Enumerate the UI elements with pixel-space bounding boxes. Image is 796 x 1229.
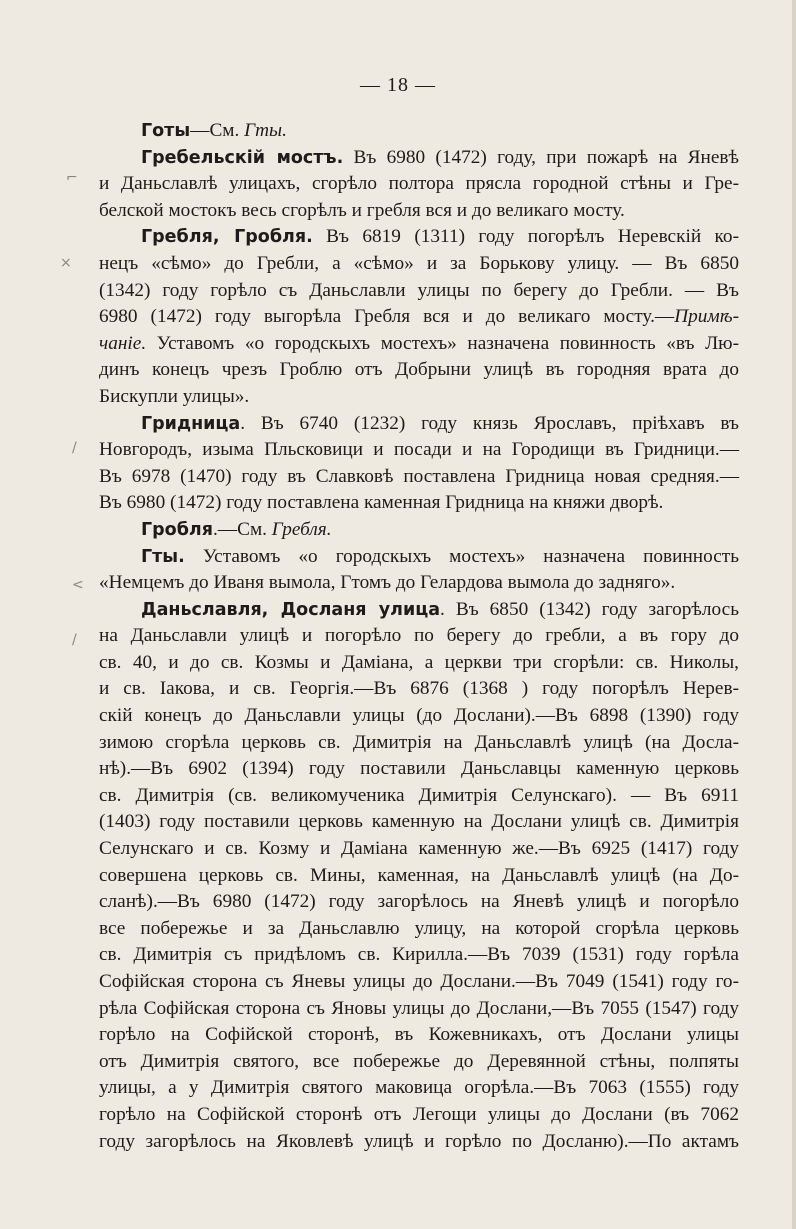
text-line [99, 224, 739, 251]
text-line [99, 889, 739, 916]
line-text: горѣло на Софійской сторонѣ отъ Легощи улицы до Дослани (въ 7062 [99, 1103, 739, 1125]
line-text: —См. [190, 120, 245, 141]
text-line [99, 331, 739, 358]
italic-text: Гты. [244, 120, 287, 141]
text-line [99, 171, 739, 198]
line-text: нецъ «сѣмо» до Гребли, а «сѣмо» и за Борькову улицу. — Въ 6850 [99, 252, 739, 274]
margin-pencil-mark: < [72, 577, 84, 593]
text-line [99, 198, 739, 225]
line-text: Софійская сторона съ Яневы улицы до Дослани.—Въ 7049 (1541) году го- [99, 971, 739, 992]
text-line [99, 1049, 739, 1076]
text-line [99, 703, 739, 730]
text-line [99, 996, 739, 1023]
text-line [99, 357, 739, 384]
text-line [99, 145, 739, 172]
text-line [99, 544, 739, 571]
line-text: скій конецъ до Даньславли улицы (до Дослани).—Въ 6898 (1390) году [99, 705, 739, 727]
text-line [99, 597, 739, 624]
text-line [99, 570, 739, 597]
headword: Готы [141, 121, 191, 141]
headword: Гридница [141, 413, 241, 434]
text-line [99, 942, 739, 969]
line-text: Уставомъ «о городскыхъ мостехъ» назначена повинность «въ Лю- [146, 332, 739, 354]
line-text: и св. Іакова, и св. Георгія.—Въ 6876 (1368 ) году погорѣлъ Нерев- [99, 678, 739, 700]
headword: Гребельскій мостъ. [141, 147, 344, 168]
margin-pencil-mark: ⌐ [66, 170, 78, 186]
text-line [99, 517, 739, 544]
text-line [99, 384, 739, 411]
line-text: св. Димитрія (св. великомученика Димитрія Селунскаго). — Въ 6911 [99, 784, 739, 806]
text-line [99, 756, 739, 783]
italic-text: Примѣ- [674, 306, 739, 328]
text-line [99, 1102, 739, 1129]
line-text: совершена церковь св. Мины, каменная, на Даньславлѣ улицѣ (на До- [99, 864, 739, 886]
line-text: «Немцемъ до Иваня вымола, Гтомъ до Гелардова вымола до задняго». [99, 572, 676, 594]
text-line [99, 783, 739, 810]
line-text: Селунскаго и св. Козму и Даміана каменную же.—Въ 6925 (1417) году [99, 838, 739, 860]
text-line [99, 411, 739, 438]
text-line [99, 304, 739, 331]
line-text: нѣ).—Въ 6902 (1394) году поставили Даньславцы каменную церковь [99, 758, 739, 780]
body-text [99, 118, 739, 1155]
line-text: зимою сгорѣла церковь св. Димитрія на Даньславлѣ улицѣ (на Досла- [99, 731, 739, 753]
line-text: (1342) году горѣло съ Даньславли улицы по берегу до Гребли. — Въ [99, 279, 739, 301]
line-text: Въ 6978 (1470) году въ Славковѣ поставлена Гридница новая средняя.— [99, 465, 739, 487]
margin-pencil-mark: × [60, 255, 72, 271]
line-text: улицы, а у Димитрія святого маковица огорѣла.—Въ 7063 (1555) году [99, 1077, 739, 1099]
text-line [99, 1022, 739, 1049]
headword: Гребля, Гробля. [141, 227, 313, 248]
page-number: — 18 — [360, 74, 436, 96]
text-line [99, 916, 739, 943]
line-text: динъ конецъ чрезъ Гроблю отъ Добрыни улицѣ въ городняя врата до [99, 359, 739, 381]
text-line [99, 490, 739, 517]
line-text: году загорѣлось на Яковлевѣ улицѣ и горѣло по Досланю).—По актамъ [99, 1130, 739, 1152]
text-line [99, 1129, 739, 1156]
headword: Гробля [141, 519, 213, 540]
line-text: .—См. [212, 518, 272, 540]
line-text: белской мостокъ весь сгорѣлъ и гребля вся и до великаго мосту. [99, 199, 625, 221]
line-text: . Въ 6850 (1342) году загорѣлось [440, 598, 739, 620]
line-text: рѣла Софійская сторона съ Яновы улицы до Дослани,—Въ 7055 (1547) году [99, 997, 739, 1019]
line-text: Въ 6980 (1472) году, при пожарѣ на Яневѣ [343, 146, 739, 168]
page-edge [792, 0, 796, 1229]
text-line [99, 278, 739, 305]
line-text: св. Димитрія съ придѣломъ св. Кирилла.—Въ 7039 (1531) году горѣла [99, 944, 739, 966]
line-text: 6980 (1472) году выгорѣла Гребля вся и до великаго мосту.— [99, 306, 675, 328]
line-text: и Даньславлѣ улицахъ, сгорѣло полтора прясла городной стѣны и Гре- [99, 173, 739, 195]
line-text: все побережье и за Даньславлю улицу, на которой сгорѣла церковь [99, 917, 739, 939]
line-text: Въ 6819 (1311) году погорѣлъ Неревскій ко- [312, 226, 739, 248]
text-line [99, 730, 739, 757]
line-text: (1403) году поставили церковь каменную на Дослани улицѣ св. Димитрія [99, 811, 739, 833]
text-line [99, 1075, 739, 1102]
headword: Гты. [141, 546, 185, 567]
text-line [99, 623, 739, 650]
line-text: горѣло на Софійской сторонѣ, въ Кожевникахъ, отъ Дослани улицы [99, 1024, 739, 1046]
italic-text: чаніе. [99, 332, 147, 354]
text-line [99, 464, 739, 491]
italic-text: Гребля. [271, 518, 332, 540]
line-text: Бискупли улицы». [99, 385, 250, 407]
text-line [99, 251, 739, 278]
text-line [99, 676, 739, 703]
text-line [99, 650, 739, 677]
text-line [99, 437, 739, 464]
line-text: . Въ 6740 (1232) году князь Ярославъ, пріѣхавъ въ [240, 412, 739, 434]
line-text: св. 40, и до св. Козмы и Даміана, а церкви три сгорѣли: св. Николы, [99, 651, 739, 673]
margin-pencil-mark: / [72, 440, 77, 456]
headword: Даньславля, Досланя улица [141, 599, 441, 620]
line-text: Новгородъ, изыма Пльсковици и посади и на Городищи въ Гридници.— [99, 439, 739, 461]
text-line [99, 969, 739, 996]
text-line [99, 118, 739, 145]
line-text: Въ 6980 (1472) году поставлена каменная Гридница на княжи дворѣ. [99, 492, 664, 514]
line-text: сланѣ).—Въ 6980 (1472) году загорѣлось на Яневѣ улицѣ и погорѣло [99, 891, 739, 913]
margin-pencil-mark: / [72, 632, 77, 648]
text-line [99, 836, 739, 863]
text-line [99, 809, 739, 836]
line-text: на Даньславли улицѣ и погорѣло по берегу до гребли, а въ гору до [99, 625, 739, 647]
line-text: отъ Димитрія святого, все побережье до Деревянной стѣны, полпяты [99, 1050, 739, 1072]
line-text: Уставомъ «о городскыхъ мостехъ» назначена повинность [184, 545, 739, 567]
text-line [99, 863, 739, 890]
